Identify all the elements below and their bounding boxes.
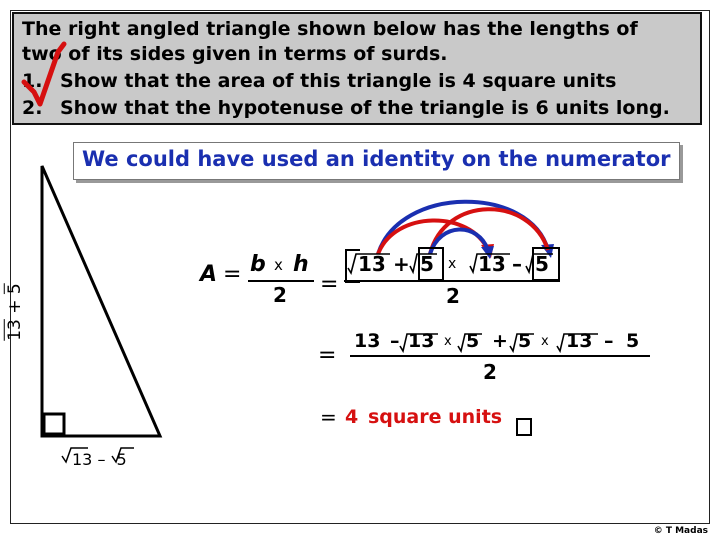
expansion-term-5: 13 (566, 330, 593, 352)
question-line-2: two of its sides given in terms of surds. (22, 43, 448, 65)
box-surd-5-b (532, 247, 560, 281)
fraction-bar-1 (248, 280, 314, 282)
expansion-term-3: 5 (466, 330, 480, 352)
expansion-plus: + (492, 330, 508, 352)
expansion-term-1: 13 (354, 330, 381, 352)
item-2-text: Show that the hypotenuse of the triangle is 6 units long. (60, 97, 670, 119)
expansion-minus-1: – (390, 330, 400, 352)
base-symbol: b (250, 252, 266, 277)
denominator-1: 2 (273, 283, 287, 307)
times-sign-2: x (448, 256, 457, 272)
base-side-label: 13 – 5 (72, 450, 127, 469)
fraction-bar-2 (344, 280, 560, 282)
equals-2: = (320, 272, 339, 297)
equals-3: = (318, 343, 337, 368)
times-sign-1: x (274, 256, 283, 274)
item-2-number: 2. (22, 97, 43, 119)
right-angle-marker (44, 414, 64, 434)
copyright-text: © T Madas (653, 526, 708, 536)
expansion-minus-2: – (604, 330, 614, 352)
surd-13-a: 13 (358, 252, 386, 276)
item-1-number: 1. (22, 70, 43, 92)
item-1-text: Show that the area of this triangle is 4 square units (60, 70, 617, 92)
minus-sign-b: – (512, 252, 522, 276)
expansion-term-2: 13 (408, 330, 435, 352)
result-value: 4 (345, 406, 359, 428)
times-sign-4: x (541, 334, 549, 349)
area-symbol: A (200, 262, 218, 287)
tip-text: We could have used an identity on the numerator (82, 147, 671, 171)
plus-sign-a: + (393, 252, 410, 276)
times-sign-3: x (444, 334, 452, 349)
surd-5-a: 5 (420, 252, 434, 276)
height-symbol: h (293, 252, 309, 277)
surd-13-b: 13 (478, 252, 506, 276)
expansion-term-4: 5 (518, 330, 532, 352)
qed-square-icon (516, 418, 532, 436)
fraction-bar-3 (350, 355, 650, 357)
equals-1: = (223, 262, 242, 287)
question-line-1: The right angled triangle shown below has the lengths of (22, 18, 638, 40)
result-unit: square units (368, 406, 503, 428)
vertical-side-label: 13 + 5 (4, 283, 25, 341)
denominator-3: 2 (483, 360, 497, 384)
surd-5-b: 5 (535, 252, 549, 276)
equals-4: = (320, 405, 337, 429)
expansion-term-6: 5 (626, 330, 640, 352)
box-surd-5-a (418, 247, 444, 281)
right-triangle (42, 166, 160, 436)
denominator-2: 2 (446, 284, 460, 308)
